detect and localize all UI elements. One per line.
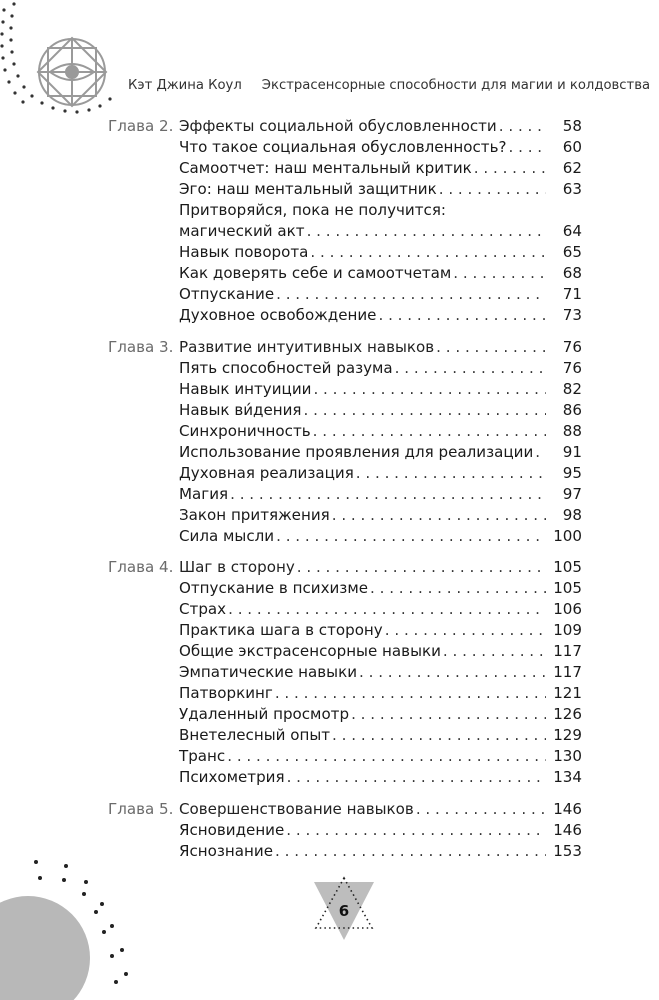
- entry-label: Удаленный просмотр: [179, 705, 350, 723]
- page-ref: 134: [553, 768, 582, 786]
- leader-dots: [276, 526, 546, 547]
- page-ref: 63: [562, 180, 582, 198]
- toc-entry[interactable]: [108, 158, 582, 179]
- entry-label: Пять способностей разума: [179, 358, 393, 377]
- toc-entry[interactable]: [108, 137, 582, 158]
- page-ref: 98: [562, 505, 582, 524]
- entry-label: Синхроничность: [179, 421, 311, 440]
- leader-dots: [395, 358, 546, 379]
- entry-label: Отпускание: [179, 285, 275, 303]
- entry-label: Навык интуиции: [179, 379, 312, 398]
- toc-entry[interactable]: [108, 704, 582, 725]
- toc-chapter-heading[interactable]: [108, 799, 582, 820]
- chapter-number: Глава 5.: [108, 799, 174, 818]
- page-ref: 146: [553, 820, 582, 839]
- page-ref: 129: [553, 726, 582, 744]
- entry-label: Яснознание: [179, 841, 273, 860]
- toc-entry[interactable]: [108, 400, 582, 421]
- toc-entry[interactable]: [108, 305, 582, 326]
- leader-dots: [439, 179, 546, 200]
- entry-label: Навык поворота: [179, 243, 309, 261]
- toc-entry[interactable]: [108, 179, 582, 200]
- chapter-number: Глава 3.: [108, 337, 174, 356]
- entry-label: Ясновидение: [179, 820, 285, 839]
- entry-label: Самоотчет: наш ментальный критик: [179, 159, 472, 177]
- leader-dots: [359, 662, 546, 683]
- chapter-number: Глава 2.: [108, 117, 174, 135]
- entry-label: Что такое социальная обусловленность?: [179, 138, 507, 156]
- leader-dots: [307, 221, 546, 242]
- entry-label: Внетелесный опыт: [179, 726, 331, 744]
- page-ref: 68: [562, 264, 582, 282]
- page-ref: 105: [553, 579, 582, 597]
- page-ref: 130: [553, 747, 582, 765]
- toc-entry[interactable]: [108, 358, 582, 379]
- page-ref: 64: [562, 222, 582, 240]
- leader-dots: [287, 767, 546, 788]
- entry-label: Эмпатические навыки: [179, 663, 358, 681]
- toc-chapter: [108, 337, 582, 547]
- toc-entry[interactable]: [108, 284, 582, 305]
- entry-label: Отпускание в психизме: [179, 579, 369, 597]
- leader-dots: [385, 620, 546, 641]
- leader-dots: [313, 421, 546, 442]
- chapter-number: Глава 4.: [108, 558, 174, 576]
- page-ref: 58: [562, 117, 582, 135]
- entry-label: Сила мысли: [179, 526, 275, 545]
- page-ref: 106: [553, 600, 582, 618]
- leader-dots: [499, 116, 546, 137]
- leader-dots: [453, 263, 546, 284]
- toc-chapter: [108, 116, 582, 326]
- entry-label: Общие экстрасенсорные навыки: [179, 642, 441, 660]
- page-ref: 62: [562, 159, 582, 177]
- page-ref: 117: [553, 642, 582, 660]
- leader-dots: [275, 841, 546, 862]
- page-ref: 97: [562, 484, 582, 503]
- page-ref: 109: [553, 621, 582, 639]
- leader-dots: [378, 305, 546, 326]
- leader-dots: [535, 442, 546, 463]
- entry-label: Патворкинг: [179, 684, 273, 702]
- header-book-title: Экстрасенсорные способности для магии и колдовства: [261, 78, 651, 93]
- page-ref: 146: [553, 799, 582, 818]
- toc-entry[interactable]: [108, 442, 582, 463]
- page-ref: 121: [553, 684, 582, 702]
- leader-dots: [332, 505, 546, 526]
- entry-label-continued: магический акт: [179, 222, 305, 240]
- page-ref: 105: [553, 558, 582, 576]
- entry-label: Практика шага в сторону: [179, 621, 383, 639]
- toc-entry[interactable]: [108, 242, 582, 263]
- page-ref: 153: [553, 841, 582, 860]
- page-number-badge: [312, 876, 376, 942]
- leader-dots: [443, 641, 546, 662]
- page-ref: 100: [553, 526, 582, 545]
- toc-entry[interactable]: [108, 641, 582, 662]
- table-of-contents: [108, 116, 582, 872]
- leader-dots: [275, 683, 546, 704]
- entry-label: Закон притяжения: [179, 505, 330, 524]
- page-ref: 76: [562, 337, 582, 356]
- leader-dots: [509, 137, 546, 158]
- toc-entry[interactable]: [108, 421, 582, 442]
- page-ref: 86: [562, 400, 582, 419]
- header-author: Кэт Джина Коул: [128, 78, 242, 93]
- running-header: [128, 78, 651, 93]
- leader-dots: [228, 599, 546, 620]
- entry-label: Как доверять себе и самоотчетам: [179, 264, 452, 282]
- toc-entry[interactable]: [108, 841, 582, 862]
- leader-dots: [356, 463, 546, 484]
- toc-entry[interactable]: [108, 620, 582, 641]
- chapter-title: Эффекты социальной обусловленности: [179, 117, 497, 135]
- toc-entry[interactable]: [108, 746, 582, 767]
- toc-entry[interactable]: [108, 379, 582, 400]
- leader-dots: [332, 725, 546, 746]
- page-ref: 60: [562, 138, 582, 156]
- leader-dots: [436, 337, 546, 358]
- leader-dots: [286, 820, 546, 841]
- toc-entry[interactable]: [108, 767, 582, 788]
- page-number: 6: [338, 902, 350, 920]
- toc-chapter-heading[interactable]: [108, 337, 582, 358]
- entry-label: Использование проявления для реализации: [179, 442, 534, 461]
- toc-chapter: [108, 557, 582, 788]
- leader-dots: [474, 158, 546, 179]
- leader-dots: [310, 242, 546, 263]
- leader-dots: [416, 799, 546, 820]
- chapter-title: Шаг в сторону: [179, 558, 295, 576]
- toc-entry-line1[interactable]: [108, 200, 582, 221]
- page-ref: 91: [562, 442, 582, 461]
- toc-entry[interactable]: [108, 599, 582, 620]
- page-ref: 88: [562, 421, 582, 440]
- half-sun-icon: [0, 860, 128, 1000]
- entry-label: Навык ви́дения: [179, 400, 302, 419]
- toc-chapter-heading[interactable]: [108, 116, 582, 137]
- leader-dots: [370, 578, 546, 599]
- leader-dots: [230, 484, 546, 505]
- entry-label: Магия: [179, 484, 229, 503]
- toc-entry[interactable]: [108, 505, 582, 526]
- toc-entry[interactable]: [108, 484, 582, 505]
- entry-label: Духовное освобождение: [179, 306, 377, 324]
- leader-dots: [304, 400, 546, 421]
- entry-label: Притворяйся, пока не получится:: [179, 201, 446, 219]
- chapter-title: Совершенствование навыков: [179, 799, 414, 818]
- toc-chapter: [108, 799, 582, 862]
- page-ref: 117: [553, 663, 582, 681]
- page-ref: 95: [562, 463, 582, 482]
- page-ref: 82: [562, 379, 582, 398]
- toc-chapter-heading[interactable]: [108, 557, 582, 578]
- page-ref: 126: [553, 705, 582, 723]
- chapter-title: Развитие интуитивных навыков: [179, 337, 435, 356]
- entry-label: Эго: наш ментальный защитник: [179, 180, 437, 198]
- page-ref: 73: [562, 306, 582, 324]
- toc-entry[interactable]: [108, 683, 582, 704]
- toc-entry[interactable]: [108, 662, 582, 683]
- entry-label: Психометрия: [179, 768, 285, 786]
- toc-entry[interactable]: [108, 725, 582, 746]
- mandala-eye-icon: [38, 38, 106, 106]
- leader-dots: [276, 284, 546, 305]
- toc-entry[interactable]: [108, 221, 582, 242]
- toc-entry[interactable]: [108, 263, 582, 284]
- leader-dots: [313, 379, 546, 400]
- page-ref: 76: [562, 358, 582, 377]
- leader-dots: [351, 704, 546, 725]
- entry-label: Страх: [179, 600, 227, 618]
- toc-entry[interactable]: [108, 526, 582, 547]
- toc-entry[interactable]: [108, 578, 582, 599]
- entry-label: Транс: [179, 747, 226, 765]
- toc-entry[interactable]: [108, 820, 582, 841]
- entry-label: Духовная реализация: [179, 463, 354, 482]
- leader-dots: [297, 557, 546, 578]
- leader-dots: [227, 746, 546, 767]
- page-ref: 71: [562, 285, 582, 303]
- page-ref: 65: [562, 243, 582, 261]
- toc-entry[interactable]: [108, 463, 582, 484]
